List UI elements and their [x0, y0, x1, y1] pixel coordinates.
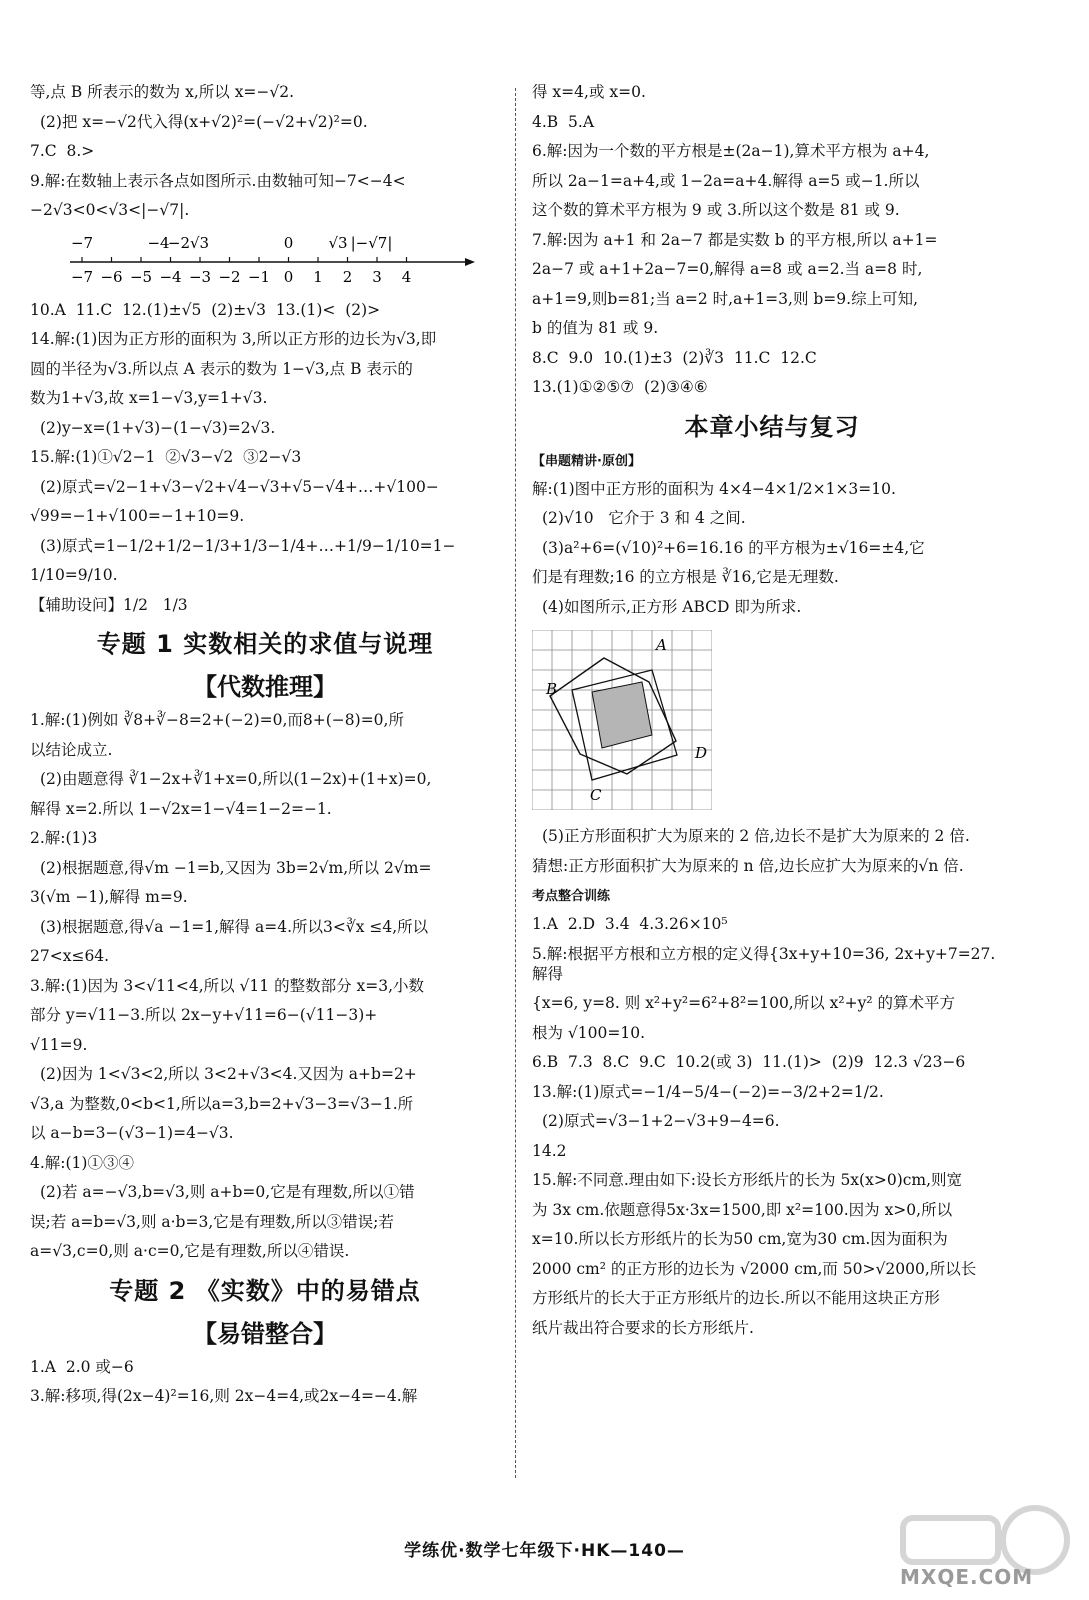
- text-line: 得 x=4,或 x=0.: [532, 83, 646, 101]
- text-line: 15.解:(1)①√2−1 ②√3−√2 ③2−√3: [30, 448, 302, 466]
- text-line: a+1=9,则b=81;当 a=2 时,a+1=3,则 b=9.综上可知,: [532, 289, 919, 308]
- text-line: 10.A 11.C 12.(1)±√5 (2)±√3 13.(1)< (2)>: [30, 300, 381, 319]
- right-column: [532, 82, 1012, 1347]
- text-line: 4.解:(1)①③④: [30, 1153, 134, 1172]
- number-line-top-labels: [71, 234, 392, 252]
- number-line-arrow: [465, 258, 475, 266]
- section2-title: 专题 2 《实数》中的易错点: [109, 1276, 421, 1305]
- number-line-tick-label: −3: [188, 267, 212, 286]
- text-line: (5)正方形面积扩大为原来的 2 倍,边长不是扩大为原来的 2 倍.: [542, 827, 970, 845]
- shaded-square: [592, 682, 652, 748]
- text-line: √3,a 为整数,0<b<1,所以a=3,b=2+√3−3=√3−1.所: [30, 1094, 414, 1113]
- text-line: (2)把 x=−√2代入得(x+√2)²=(−√2+√2)²=0.: [40, 112, 368, 131]
- text-line: 猜想:正方形面积扩大为原来的 n 倍,边长应扩大为原来的√n 倍.: [532, 856, 964, 875]
- text-line: {x=6, y=8. 则 x²+y²=6²+8²=100,所以 x²+y² 的算术平方: [532, 994, 955, 1012]
- number-line-tick-label: −4: [159, 267, 182, 286]
- column-divider: [515, 88, 516, 1478]
- number-line-point-label: |−√7|: [350, 233, 393, 252]
- answer-block-c: [30, 710, 500, 1261]
- text-line: 9.解:在数轴上表示各点如图所示.由数轴可知−7<−4<: [30, 171, 406, 190]
- text-line: 1.A 2.0 或−6: [30, 1357, 134, 1376]
- text-line: 们是有理数;16 的立方根是 ∛16,它是无理数.: [532, 568, 839, 586]
- text-line: 13.(1)①②⑤⑦ (2)③④⑥: [532, 378, 708, 396]
- section1-subtitle: 【代数推理】: [193, 673, 337, 701]
- page-footer: 学练优·数学七年级下·HK—140—: [404, 1541, 685, 1561]
- number-line-point-label: −4: [147, 233, 170, 252]
- number-line-point-label: 0: [283, 233, 294, 252]
- text-line: 等,点 B 所表示的数为 x,所以 x=−√2.: [30, 83, 295, 101]
- answer-block-a: [30, 82, 500, 220]
- text-line: 2a−7 或 a+1+2a−7=0,解得 a=8 或 a=2.当 a=8 时,: [532, 260, 923, 278]
- text-line: 4.B 5.A: [532, 112, 595, 131]
- text-line: 3.解:(1)因为 3<√11<4,所以 √11 的整数部分 x=3,小数: [30, 976, 425, 995]
- text-line: (2)原式=√2−1+√3−√2+√4−√3+√5−√4+…+√100−: [40, 477, 439, 496]
- number-line-tick-label: −1: [247, 267, 271, 286]
- text-line: 5.解:根据平方根和立方根的定义得{3x+y+10=36, 2x+y+7=27. 解得: [532, 944, 1001, 983]
- text-line: 为 3x cm.依题意得5x·3x=1500,即 x²=100.因为 x>0,所以: [532, 1200, 953, 1219]
- text-line: 部分 y=√11−3.所以 2x−y+√11=6−(√11−3)+: [30, 1006, 378, 1024]
- text-line: 15.解:不同意.理由如下:设长方形纸片的长为 5x(x>0)cm,则宽: [532, 1171, 963, 1189]
- text-line: 7.解:因为 a+1 和 2a−7 都是实数 b 的平方根,所以 a+1=: [532, 230, 938, 249]
- answer-block-d: [30, 1357, 500, 1407]
- text-line: (2)由题意得 ∛1−2x+∛1+x=0,所以(1−2x)+(1+x)=0,: [40, 770, 432, 788]
- text-line: (2)y−x=(1+√3)−(1−√3)=2√3.: [40, 418, 276, 437]
- number-line-tick-label: 1: [313, 267, 323, 286]
- number-line-tick-label: 0: [283, 267, 294, 286]
- figure-vertex-label: D: [695, 744, 708, 762]
- answer-block-h: [532, 914, 1012, 1338]
- text-line: 14.解:(1)因为正方形的面积为 3,所以正方形的边长为√3,即: [30, 330, 437, 348]
- text-line: 3.解:移项,得(2x−4)²=16,则 2x−4=4,或2x−4=−4.解: [30, 1387, 418, 1405]
- text-line: a=√3,c=0,则 a·c=0,它是有理数,所以④错误.: [30, 1242, 350, 1260]
- text-line: √99=−1+√100=−1+10=9.: [30, 507, 245, 525]
- number-line-point-label: −7: [70, 233, 94, 252]
- section2-subtitle: 【易错整合】: [193, 1319, 337, 1348]
- text-line: 根为 √100=10.: [532, 1023, 646, 1042]
- number-line-point-label: √3: [328, 233, 348, 252]
- chapter-tag: 【串题精讲·原创】: [532, 453, 641, 469]
- number-line-tick-label: 3: [372, 267, 382, 286]
- text-line: 6.B 7.3 8.C 9.C 10.2(或 3) 11.(1)> (2)9 12.3 √23−6: [532, 1053, 966, 1071]
- text-line: 27<x≤64.: [30, 947, 110, 965]
- grid-square-figure: [532, 630, 712, 810]
- number-line-tick-label: −6: [100, 267, 123, 286]
- text-line: 以结论成立.: [30, 740, 113, 759]
- figure-vertex-label: B: [546, 680, 558, 698]
- text-line: 解:(1)图中正方形的面积为 4×4−4×1/2×1×3=10.: [532, 479, 896, 498]
- number-line-figure: [70, 230, 490, 292]
- text-line: 2.解:(1)3: [30, 829, 98, 847]
- text-line: 1.解:(1)例如 ∛8+∛−8=2+(−2)=0,而8+(−8)=0,所: [30, 711, 404, 729]
- text-line: (2)因为 1<√3<2,所以 3<2+√3<4.又因为 a+b=2+: [40, 1065, 417, 1083]
- left-column: [30, 82, 500, 1416]
- answer-block-e: [532, 82, 1012, 397]
- text-line: 这个数的算术平方根为 9 或 3.所以这个数是 81 或 9.: [532, 201, 900, 219]
- text-line: 误;若 a=b=√3,则 a·b=3,它是有理数,所以③错误;若: [30, 1212, 394, 1231]
- text-line: 圆的半径为√3.所以点 A 表示的数为 1−√3,点 B 表示的: [30, 359, 413, 378]
- text-line: 所以 2a−1=a+4,或 1−2a=a+4.解得 a=5 或−1.所以: [532, 171, 920, 190]
- text-line: 2000 cm² 的正方形的边长为 √2000 cm,而 50>√2000,所以长: [532, 1259, 977, 1278]
- text-line: (2)√10 它介于 3 和 4 之间.: [542, 509, 746, 527]
- text-line: 13.解:(1)原式=−1/4−5/4−(−2)=−3/2+2=1/2.: [532, 1082, 884, 1101]
- text-line: x=10.所以长方形纸片的长为50 cm,宽为30 cm.因为面积为: [532, 1230, 948, 1248]
- number-line-tick-label: 2: [342, 267, 353, 286]
- watermark-site-text: MXQE.COM: [900, 1565, 1034, 1589]
- text-line: −2√3<0<√3<|−√7|.: [30, 201, 190, 219]
- text-line: 1.A 2.D 3.4 4.3.26×10⁵: [532, 915, 728, 933]
- text-line: 6.解:因为一个数的平方根是±(2a−1),算术平方根为 a+4,: [532, 142, 930, 160]
- text-line: √11=9.: [30, 1035, 88, 1054]
- number-line-tick-label: −5: [129, 267, 153, 286]
- figure-vertex-label: A: [656, 636, 667, 654]
- answer-block-f: [532, 479, 1012, 617]
- number-line-tick-label: 4: [401, 267, 412, 286]
- text-line: (3)a²+6=(√10)²+6=16.16 的平方根为±√16=±4,它: [542, 538, 925, 557]
- answer-block-g: [532, 826, 1012, 876]
- text-line: 7.C 8.>: [30, 142, 95, 160]
- text-line: 解得 x=2.所以 1−√2x=1−√4=1−2=−1.: [30, 799, 332, 818]
- answer-block-b: [30, 300, 500, 615]
- text-line: 数为1+√3,故 x=1−√3,y=1+√3.: [30, 389, 268, 407]
- text-line: 以 a−b=3−(√3−1)=4−√3.: [30, 1124, 234, 1142]
- text-line: 1/10=9/10.: [30, 566, 118, 584]
- text-line: 纸片裁出符合要求的长方形纸片.: [532, 1318, 754, 1337]
- text-line: (3)根据题意,得√a −1=1,解得 a=4.所以3<∛x ≤4,所以: [40, 917, 429, 936]
- text-line: 【辅助设问】1/2 1/3: [30, 595, 188, 614]
- text-line: 3(√m −1),解得 m=9.: [30, 888, 188, 906]
- text-line: 8.C 9.0 10.(1)±3 (2)∛3 11.C 12.C: [532, 348, 817, 367]
- text-line: b 的值为 81 或 9.: [532, 319, 659, 337]
- chapter-title: 本章小结与复习: [684, 412, 860, 441]
- number-line-tick-label: −2: [218, 267, 241, 286]
- text-line: (2)根据题意,得√m −1=b,又因为 3b=2√m,所以 2√m=: [40, 858, 432, 877]
- text-line: (2)若 a=−√3,b=√3,则 a+b=0,它是有理数,所以①错: [40, 1183, 415, 1201]
- practice-tag: 考点整合训练: [532, 889, 611, 904]
- number-line-tick-label: −7: [70, 267, 94, 286]
- text-line: (3)原式=1−1/2+1/2−1/3+1/3−1/4+…+1/9−1/10=1−: [40, 536, 456, 555]
- text-line: (4)如图所示,正方形 ABCD 即为所求.: [542, 597, 802, 616]
- figure-vertex-label: C: [590, 786, 602, 804]
- text-line: (2)原式=√3−1+2−√3+9−4=6.: [542, 1112, 780, 1130]
- section1-title: 专题 1 实数相关的求值与说理: [96, 630, 434, 658]
- text-line: 14.2: [532, 1141, 567, 1160]
- number-line-point-label: −2√3: [167, 233, 210, 252]
- text-line: 方形纸片的长大于正方形纸片的边长.所以不能用这块正方形: [532, 1289, 940, 1307]
